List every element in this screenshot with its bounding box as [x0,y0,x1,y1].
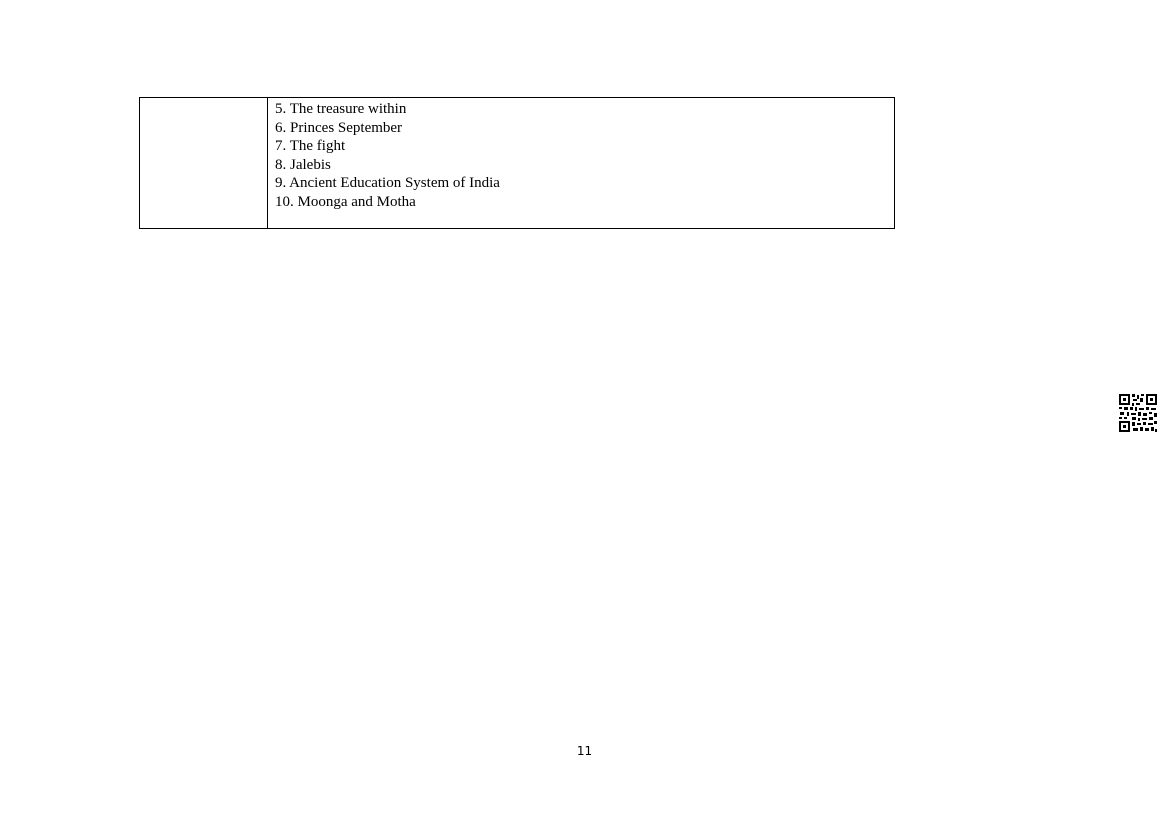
list-item: 8. Jalebis [275,156,331,173]
lessons-table [139,97,895,229]
lesson-list [268,98,894,212]
table-row [140,98,895,229]
page-number: 11 [576,744,593,758]
qr-code-icon [1118,393,1158,433]
table-cell-lessons [268,98,895,229]
list-item: 9. Ancient Education System of India [275,175,500,192]
list-item: 5. The treasure within [275,101,407,117]
table-cell-empty [140,98,268,229]
list-item: 10. Moonga and Motha [275,193,416,210]
list-item: 6. Princes September [275,119,403,136]
list-item: 7. The fight [275,138,346,155]
